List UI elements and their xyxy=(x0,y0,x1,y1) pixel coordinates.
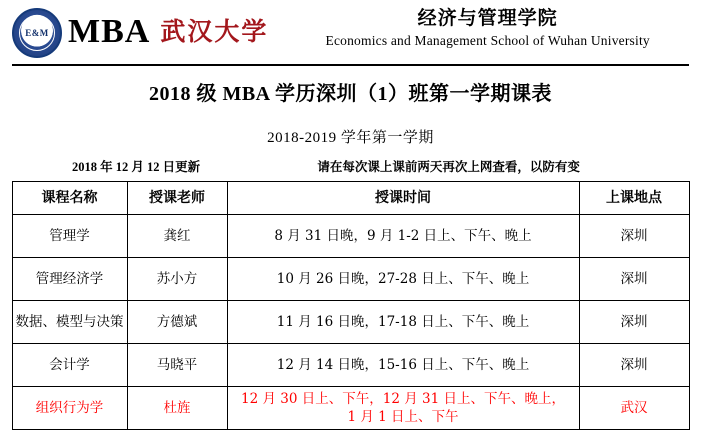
table-row xyxy=(12,258,689,301)
page-title: 2018 级 MBA 学历深圳（1）班第一学期课表 xyxy=(148,83,553,105)
cell-course: 数据、模型与决策 xyxy=(12,301,127,344)
cell-time-line-1: 12 月 30 日上、下午，12 月 31 日上、下午、晚上， xyxy=(241,391,565,407)
schedule-table xyxy=(12,181,690,430)
cell-place: 深圳 xyxy=(579,344,689,387)
cell-course: 管理学 xyxy=(12,215,127,258)
cell-time-line-2: 1 月 1 日上、下午 xyxy=(347,409,459,425)
cell-place: 深圳 xyxy=(579,215,689,258)
update-date: 2018 年 12 月 12 日更新 xyxy=(72,160,201,174)
document-header xyxy=(0,0,701,62)
cell-time: 8 月 31 日晚，9 月 1-2 日上、下午、晚上 xyxy=(227,215,579,258)
header-divider xyxy=(12,64,689,66)
school-name-cn: 经济与管理学院 xyxy=(417,8,558,29)
column-header-place: 上课地点 xyxy=(579,182,689,215)
cell-teacher: 苏小方 xyxy=(127,258,227,301)
cell-course: 组织行为学 xyxy=(12,387,127,430)
table-header-row xyxy=(12,182,689,215)
cell-course: 会计学 xyxy=(12,344,127,387)
university-name-cn: 武汉大学 xyxy=(160,17,269,46)
cell-teacher: 杜旌 xyxy=(127,387,227,430)
crest-monogram: E&M xyxy=(25,28,49,38)
cell-time xyxy=(227,387,579,430)
cell-time: 12 月 14 日晚，15-16 日上、下午、晚上 xyxy=(227,344,579,387)
logo-group xyxy=(12,6,268,58)
cell-time: 10 月 26 日晚，27-28 日上、下午、晚上 xyxy=(227,258,579,301)
cell-place: 深圳 xyxy=(579,301,689,344)
column-header-course: 课程名称 xyxy=(12,182,127,215)
reminder-text: 请在每次课上课前两天再次上网查看，以防有变 xyxy=(317,160,580,174)
table-row xyxy=(12,301,689,344)
university-crest-icon xyxy=(12,8,62,58)
page-subtitle: 2018-2019 学年第一学期 xyxy=(267,130,434,146)
cell-course: 管理经济学 xyxy=(12,258,127,301)
cell-place: 武汉 xyxy=(579,387,689,430)
table-row xyxy=(12,215,689,258)
cell-time: 11 月 16 日晚，17-18 日上、下午、晚上 xyxy=(227,301,579,344)
school-name-en: Economics and Management School of Wuhan University xyxy=(325,33,650,48)
cell-teacher: 方德斌 xyxy=(127,301,227,344)
notice-bar xyxy=(0,157,701,175)
cell-teacher: 马晓平 xyxy=(127,344,227,387)
table-row-highlighted xyxy=(12,387,689,430)
column-header-teacher: 授课老师 xyxy=(127,182,227,215)
school-name-group xyxy=(274,6,701,50)
table-row xyxy=(12,344,689,387)
cell-place: 深圳 xyxy=(579,258,689,301)
mba-wordmark: MBA xyxy=(68,13,151,50)
cell-teacher: 龚红 xyxy=(127,215,227,258)
column-header-time: 授课时间 xyxy=(227,182,579,215)
